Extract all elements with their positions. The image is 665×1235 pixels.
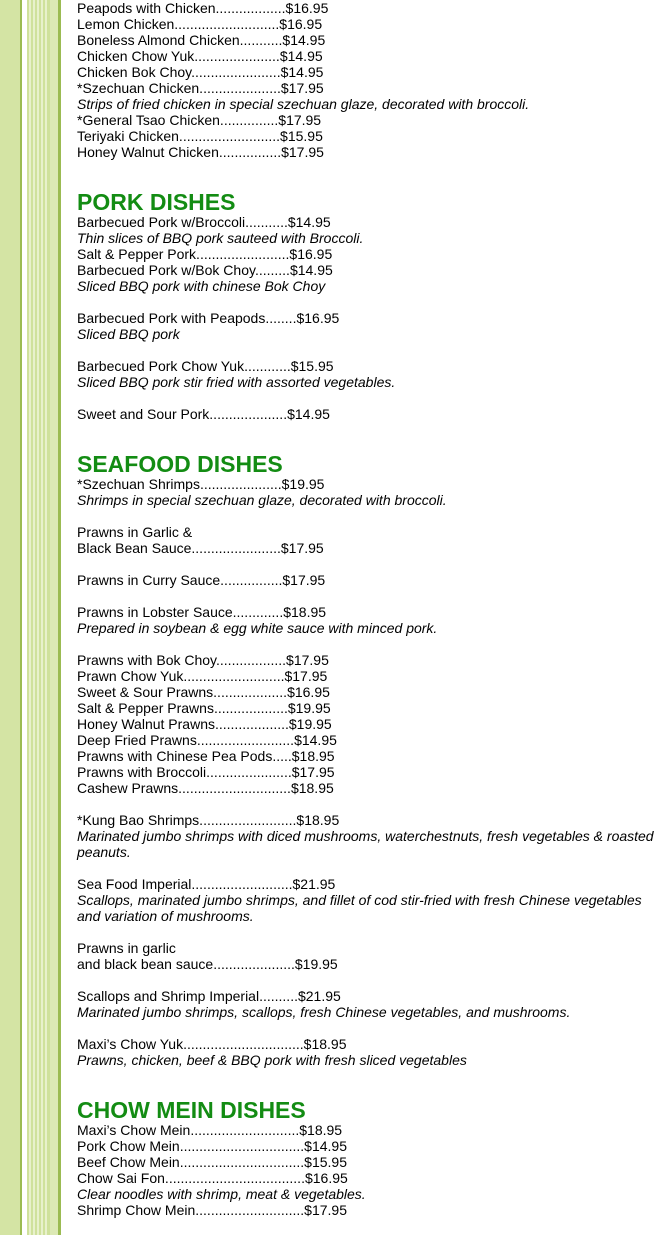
menu-item: Sea Food Imperial..........................$21.95 [77, 876, 336, 892]
menu-item: Prawns in garlic [77, 940, 176, 956]
menu-item: Sweet and Sour Pork....................$14.95 [77, 406, 330, 422]
spacer [77, 556, 657, 572]
spacer [77, 294, 657, 310]
menu-item: Black Bean Sauce.......................$17.95 [77, 540, 324, 556]
menu-item: Chicken Bok Choy.......................$14.95 [77, 64, 324, 80]
menu-item: Peapods with Chicken..................$16.95 [77, 0, 329, 16]
menu-item-description: Shrimps in special szechuan glaze, decorated with broccoli. [77, 492, 447, 508]
menu-item-description: Sliced BBQ pork stir fried with assorted vegetables. [77, 374, 396, 390]
menu-item: Salt & Pepper Pork........................$16.95 [77, 246, 333, 262]
menu-item: Barbecued Pork Chow Yuk............$15.95 [77, 358, 334, 374]
menu-item: Cashew Prawns.............................$18.95 [77, 780, 334, 796]
menu-item: *Szechuan Chicken.....................$17.95 [77, 80, 324, 96]
menu-item: Prawns in Garlic & [77, 524, 193, 540]
menu-item: Chicken Chow Yuk......................$14.95 [77, 48, 323, 64]
menu-item-description: Clear noodles with shrimp, meat & vegetables. [77, 1186, 366, 1202]
menu-item: Barbecued Pork with Peapods........$16.95 [77, 310, 340, 326]
menu-item: Honey Walnut Chicken................$17.95 [77, 144, 324, 160]
spacer [77, 924, 657, 940]
decorative-border [0, 0, 62, 1235]
section-heading-seafood: SEAFOOD DISHES [77, 451, 283, 477]
menu-item: Prawns in Lobster Sauce.............$18.95 [77, 604, 327, 620]
menu-content [77, 0, 657, 1218]
menu-item: Maxi’s Chow Yuk...............................$18.95 [77, 1036, 347, 1052]
menu-item-description: Strips of fried chicken in special szechuan glaze, decorated with broccoli. [77, 96, 530, 112]
menu-item: Chow Sai Fon....................................$16.95 [77, 1170, 348, 1186]
spacer [77, 972, 657, 988]
menu-item: *General Tsao Chicken...............$17.95 [77, 112, 322, 128]
spacer [77, 636, 657, 652]
menu-item: *Szechuan Shrimps.....................$19.95 [77, 476, 325, 492]
menu-item: Beef Chow Mein................................$15.95 [77, 1154, 348, 1170]
menu-item: Prawns with Broccoli......................$17.95 [77, 764, 335, 780]
menu-item-description: Marinated jumbo shrimps with diced mushrooms, waterchestnuts, fresh vegetables & roasted peanuts. [77, 828, 654, 860]
menu-item: Boneless Almond Chicken...........$14.95 [77, 32, 326, 48]
menu-item: *Kung Bao Shrimps.........................$18.95 [77, 812, 340, 828]
section-heading-pork: PORK DISHES [77, 189, 236, 215]
spacer [77, 390, 657, 406]
spacer [77, 342, 657, 358]
spacer [77, 508, 657, 524]
menu-item: and black bean sauce.....................$19.95 [77, 956, 338, 972]
menu-item: Prawns with Bok Choy..................$17.95 [77, 652, 329, 668]
menu-item: Prawns with Chinese Pea Pods.....$18.95 [77, 748, 335, 764]
spacer [77, 796, 657, 812]
menu-item: Barbecued Pork w/Broccoli...........$14.95 [77, 214, 331, 230]
menu-item-description: Marinated jumbo shrimps, scallops, fresh Chinese vegetables, and mushrooms. [77, 1004, 571, 1020]
menu-item: Barbecued Pork w/Bok Choy.........$14.95 [77, 262, 333, 278]
menu-item: Pork Chow Mein................................$14.95 [77, 1138, 347, 1154]
menu-item: Maxi’s Chow Mein............................$18.95 [77, 1122, 343, 1138]
spacer [77, 588, 657, 604]
menu-item: Prawn Chow Yuk..........................$17.95 [77, 668, 328, 684]
menu-item-description: Scallops, marinated jumbo shrimps, and fillet of cod stir-fried with fresh Chinese vegetables and variation of mushrooms. [77, 892, 642, 924]
menu-item: Sweet & Sour Prawns...................$16.95 [77, 684, 330, 700]
menu-item-description: Prawns, chicken, beef & BBQ pork with fresh sliced vegetables [77, 1052, 467, 1068]
menu-item: Shrimp Chow Mein............................$17.95 [77, 1202, 347, 1218]
menu-item-description: Thin slices of BBQ pork sauteed with Broccoli. [77, 230, 364, 246]
menu-item: Teriyaki Chicken..........................$15.95 [77, 128, 323, 144]
menu-item: Deep Fried Prawns.........................$14.95 [77, 732, 337, 748]
section-heading-chow-mein: CHOW MEIN DISHES [77, 1097, 306, 1123]
menu-item: Scallops and Shrimp Imperial..........$21.95 [77, 988, 341, 1004]
menu-item-description: Sliced BBQ pork with chinese Bok Choy [77, 278, 326, 294]
menu-item: Salt & Pepper Prawns...................$19.95 [77, 700, 331, 716]
menu-item-description: Sliced BBQ pork [77, 326, 180, 342]
spacer [77, 860, 657, 876]
menu-item-description: Prepared in soybean & egg white sauce with minced pork. [77, 620, 438, 636]
spacer [77, 1020, 657, 1036]
menu-item: Lemon Chicken...........................$16.95 [77, 16, 323, 32]
menu-item: Prawns in Curry Sauce................$17.95 [77, 572, 326, 588]
menu-item: Honey Walnut Prawns...................$19.95 [77, 716, 332, 732]
